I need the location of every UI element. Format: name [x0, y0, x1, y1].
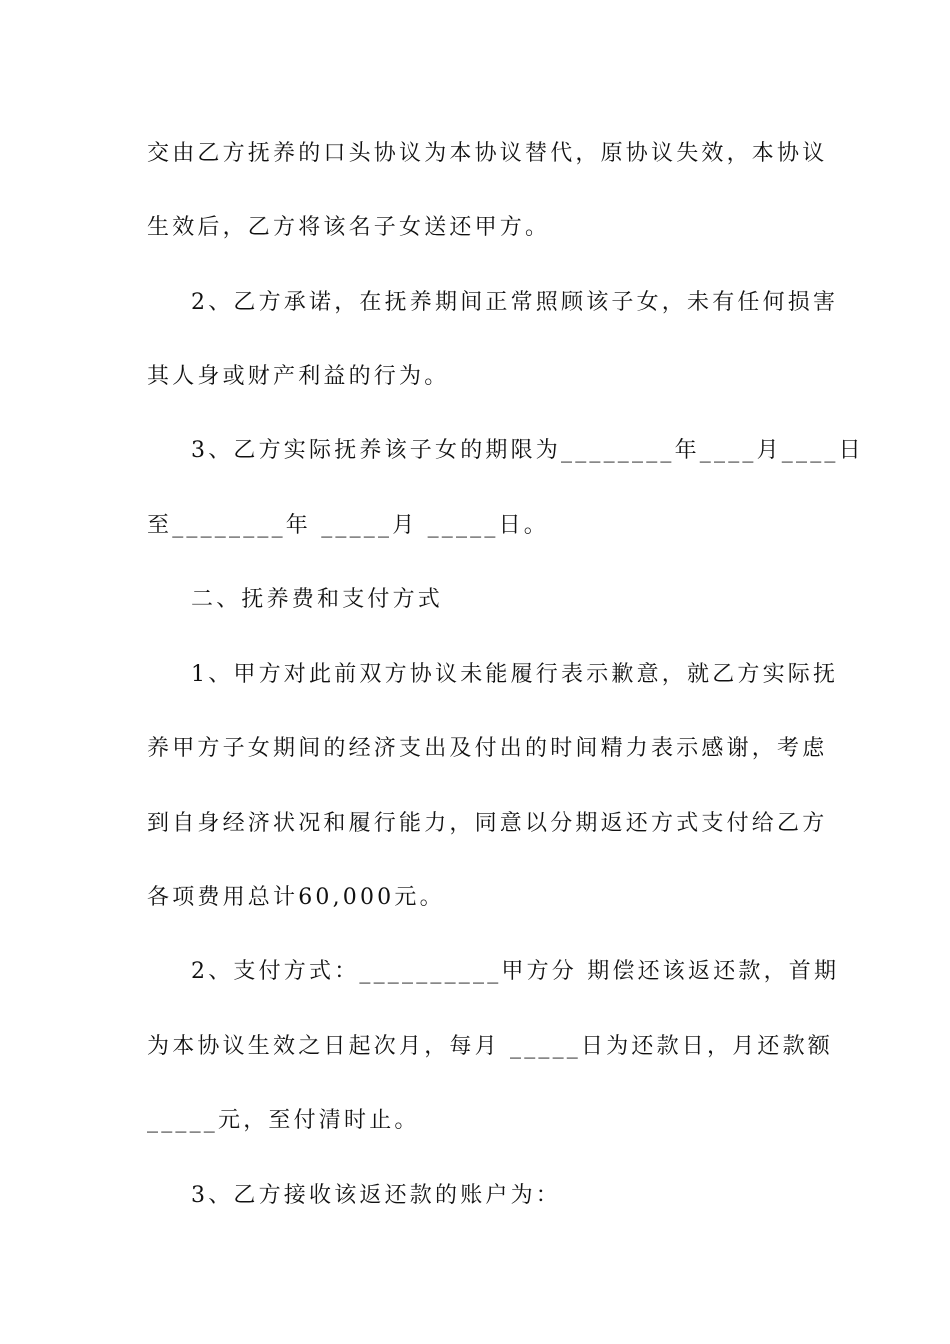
paragraph-line: 交由乙方抚养的口头协议为本协议替代，原协议失效，本协议: [147, 141, 828, 166]
paragraph-line: 到自身经济状况和履行能力，同意以分期返还方式支付给乙方: [147, 811, 828, 836]
paragraph-line: 至________年 _____月 _____日。: [147, 513, 549, 538]
paragraph-line: 其人身或财产利益的行为。: [147, 364, 450, 389]
paragraph-line: 为本协议生效之日起次月，每月 _____日为还款日，月还款额: [147, 1034, 833, 1059]
paragraph-line: 各项费用总计60,000元。: [147, 885, 445, 910]
paragraph-line: _____元，至付清时止。: [147, 1108, 420, 1133]
clause-2-line: 2、支付方式：__________甲方分 期偿还该返还款，首期: [191, 959, 840, 984]
clause-1-line: 1、甲方对此前双方协议未能履行表示歉意，就乙方实际抚: [191, 662, 839, 687]
clause-2-line: 2、乙方承诺，在抚养期间正常照顾该子女，未有任何损害: [191, 290, 839, 315]
clause-3-line: 3、乙方实际抚养该子女的期限为________年____月____日: [191, 438, 864, 463]
section-heading: 二、抚养费和支付方式: [191, 587, 444, 612]
paragraph-line: 养甲方子女期间的经济支出及付出的时间精力表示感谢，考虑: [147, 736, 828, 761]
paragraph-line: 生效后，乙方将该名子女送还甲方。: [147, 215, 551, 240]
clause-3-line: 3、乙方接收该返还款的账户为：: [191, 1183, 561, 1208]
